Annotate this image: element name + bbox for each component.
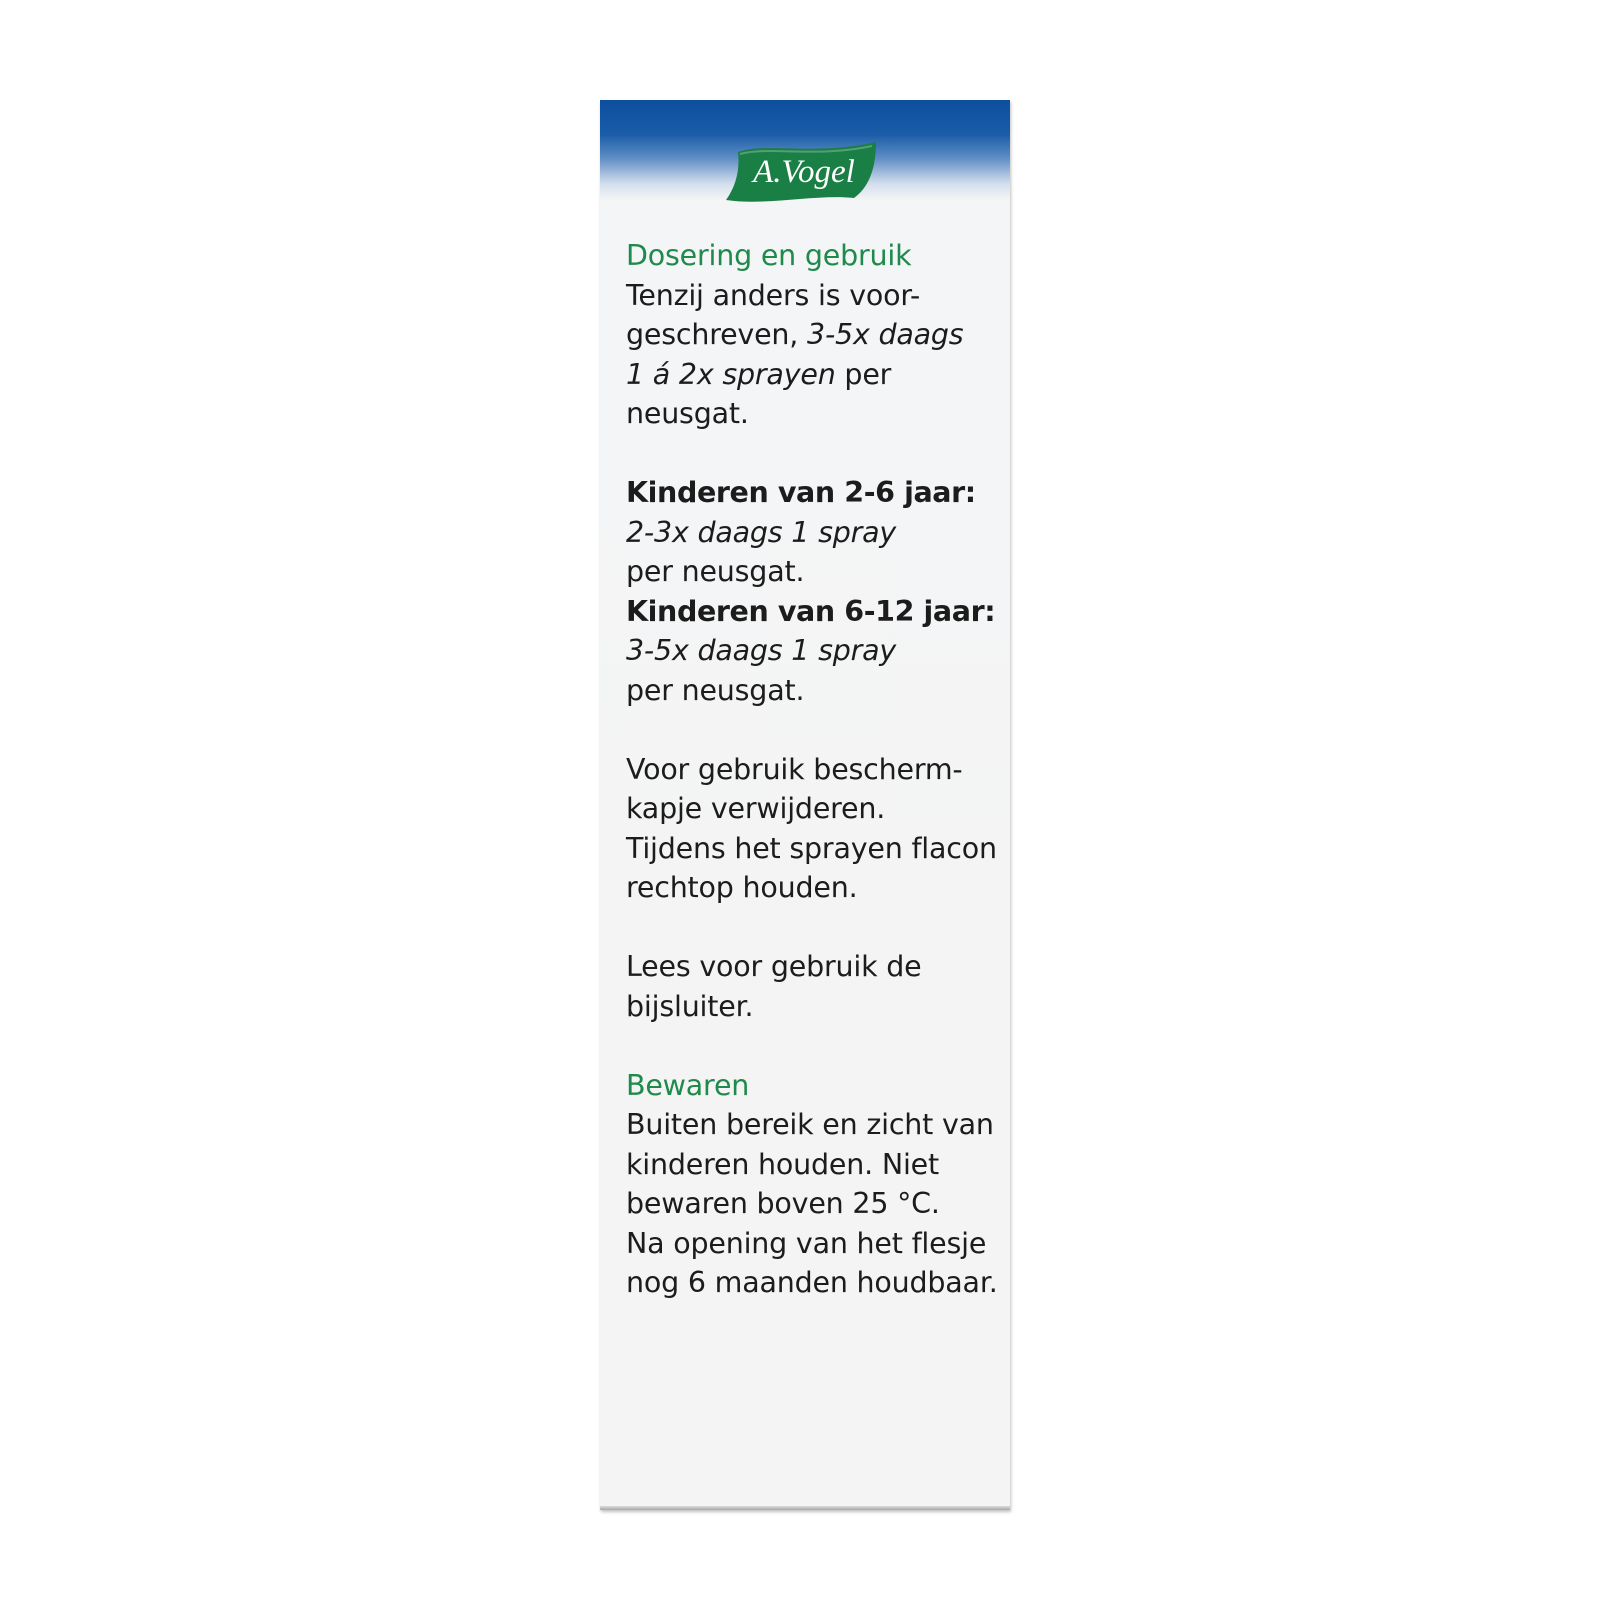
kinderen-6-12-per: per neusgat.	[626, 673, 805, 707]
bewaren-heading: Bewaren	[626, 1068, 750, 1102]
gebruik-line-3: Tijdens het sprayen flacon	[626, 831, 997, 865]
kinderen-6-12-dose: 3-5x daags 1 spray	[626, 634, 897, 667]
gebruik-line-2: kapje verwijderen.	[626, 792, 886, 825]
kinderen-2-6-label: Kinderen van 2-6 jaar:	[626, 476, 976, 509]
gebruik-line-1: Voor gebruik bescherm-	[626, 752, 963, 786]
bewaren-line-5: nog 6 maanden houdbaar.	[626, 1266, 998, 1299]
dosering-heading: Dosering en gebruik	[626, 239, 912, 272]
bijsluiter-line-2: bijsluiter.	[626, 989, 754, 1023]
kinderen-2-6-per: per neusgat.	[626, 555, 805, 588]
dosering-line-1: Tenzij anders is voor-	[626, 278, 921, 312]
dosering-line-3: 1 á 2x sprayen per	[626, 357, 892, 391]
logo-text: A.Vogel	[753, 154, 855, 190]
bewaren-line-1: Buiten bereik en zicht van	[626, 1108, 994, 1141]
dosering-line-2: geschreven, 3-5x daags	[626, 318, 964, 351]
bewaren-line-3: bewaren boven 25 °C.	[626, 1187, 940, 1220]
dosering-line-4: neusgat.	[626, 397, 749, 430]
brand-logo	[726, 140, 882, 206]
package-side-panel	[600, 100, 1010, 1510]
gebruik-line-4: rechtop houden.	[626, 871, 858, 904]
bewaren-line-2: kinderen houden. Niet	[626, 1147, 939, 1181]
bewaren-line-4: Na opening van het flesje	[626, 1226, 987, 1260]
kinderen-2-6-dose: 2-3x daags 1 spray	[626, 515, 897, 549]
leaf-logo-icon	[726, 140, 882, 206]
bijsluiter-line-1: Lees voor gebruik de	[626, 950, 922, 983]
kinderen-6-12-label: Kinderen van 6-12 jaar:	[626, 594, 996, 628]
panel-text	[626, 236, 1006, 1303]
